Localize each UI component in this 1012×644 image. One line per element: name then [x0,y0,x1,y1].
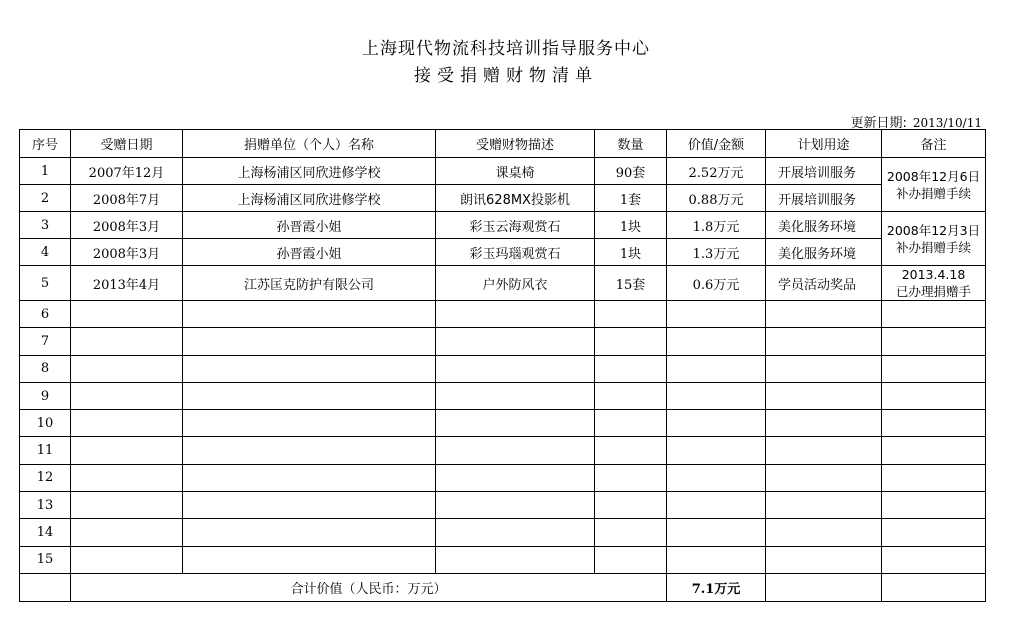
note-line: 2013.4.18 [901,267,966,282]
cell-qty: 1套 [595,185,667,212]
page-subtitle: 接受捐赠财物清单 [414,66,598,86]
cell-no: 13 [20,492,71,519]
cell-qty: 15套 [595,266,667,301]
cell-note [882,266,986,301]
table-row-empty [20,382,986,409]
table-row-empty [20,328,986,355]
cell-use: 开展培训服务 [766,185,882,212]
cell-value: 2.52万元 [667,158,766,185]
total-row [20,573,986,601]
cell-note [882,212,986,266]
cell-no: 6 [20,301,71,328]
cell-no: 4 [20,239,71,266]
cell-no: 9 [20,382,71,409]
update-date-value: 2013/10/11 [912,116,982,130]
cell-use: 开展培训服务 [766,158,882,185]
cell-desc: 彩玉云海观赏石 [436,212,595,239]
update-date-label: 更新日期: [850,116,907,131]
table-row-empty [20,437,986,464]
cell-qty: 1块 [595,212,667,239]
cell-no: 8 [20,355,71,382]
cell-donor: 孙晋霞小姐 [183,239,436,266]
table-row [20,239,986,266]
table-row-empty [20,301,986,328]
cell-date: 2008年7月 [71,185,183,212]
table-row [20,212,986,239]
cell-date: 2007年12月 [71,158,183,185]
total-label: 合计价值（人民币：万元） [71,573,667,601]
table-row-empty [20,464,986,491]
page-title: 上海现代物流科技培训指导服务中心 [362,39,650,59]
cell-no: 7 [20,328,71,355]
cell-date: 2008年3月 [71,212,183,239]
cell-qty: 90套 [595,158,667,185]
cell-no: 12 [20,464,71,491]
table-row [20,266,986,301]
cell-note [882,158,986,212]
cell-date: 2008年3月 [71,239,183,266]
table-row-empty [20,355,986,382]
cell-value: 0.88万元 [667,185,766,212]
col-header-donor: 捐赠单位（个人）名称 [183,130,436,158]
cell-value: 0.6万元 [667,266,766,301]
total-value: 7.1万元 [667,573,766,601]
cell-no: 10 [20,410,71,437]
cell-donor: 上海杨浦区同欣进修学校 [183,158,436,185]
cell-value: 1.3万元 [667,239,766,266]
cell-no: 11 [20,437,71,464]
note-line: 补办捐赠手续 [895,239,971,255]
cell-use: 美化服务环境 [766,239,882,266]
cell-no: 3 [20,212,71,239]
col-header-date: 受赠日期 [71,130,183,158]
table-row-empty [20,410,986,437]
cell-no: 14 [20,519,71,546]
cell-no: 15 [20,546,71,573]
cell-desc: 户外防风衣 [436,266,595,301]
note-line: 2008年12月6日 [886,168,981,184]
cell-donor: 江苏匡克防护有限公司 [183,266,436,301]
cell-desc: 彩玉玛瑙观赏石 [436,239,595,266]
cell-use: 美化服务环境 [766,212,882,239]
table-row [20,185,986,212]
note-line: 2008年12月3日 [886,222,981,238]
cell-date: 2013年4月 [71,266,183,301]
col-header-desc: 受赠财物描述 [436,130,595,158]
col-header-value: 价值/金额 [667,130,766,158]
cell-donor: 上海杨浦区同欣进修学校 [183,185,436,212]
cell-no: 2 [20,185,71,212]
note-line: 已办理捐赠手 [895,284,971,299]
cell-no: 5 [20,266,71,301]
col-header-use: 计划用途 [766,130,882,158]
cell-donor: 孙晋霞小姐 [183,212,436,239]
header-row [20,130,986,158]
cell-no: 1 [20,158,71,185]
cell-desc: 课桌椅 [436,158,595,185]
table-row [20,158,986,185]
cell-desc: 朗讯628MX投影机 [436,185,595,212]
col-header-qty: 数量 [595,130,667,158]
cell-use: 学员活动奖品 [766,266,882,301]
table-row-empty [20,492,986,519]
cell-value: 1.8万元 [667,212,766,239]
note-line: 补办捐赠手续 [895,185,971,201]
col-header-no: 序号 [20,130,71,158]
table-row-empty [20,546,986,573]
col-header-notes: 备注 [882,130,986,158]
table-row-empty [20,519,986,546]
cell-qty: 1块 [595,239,667,266]
donation-table [19,129,986,602]
